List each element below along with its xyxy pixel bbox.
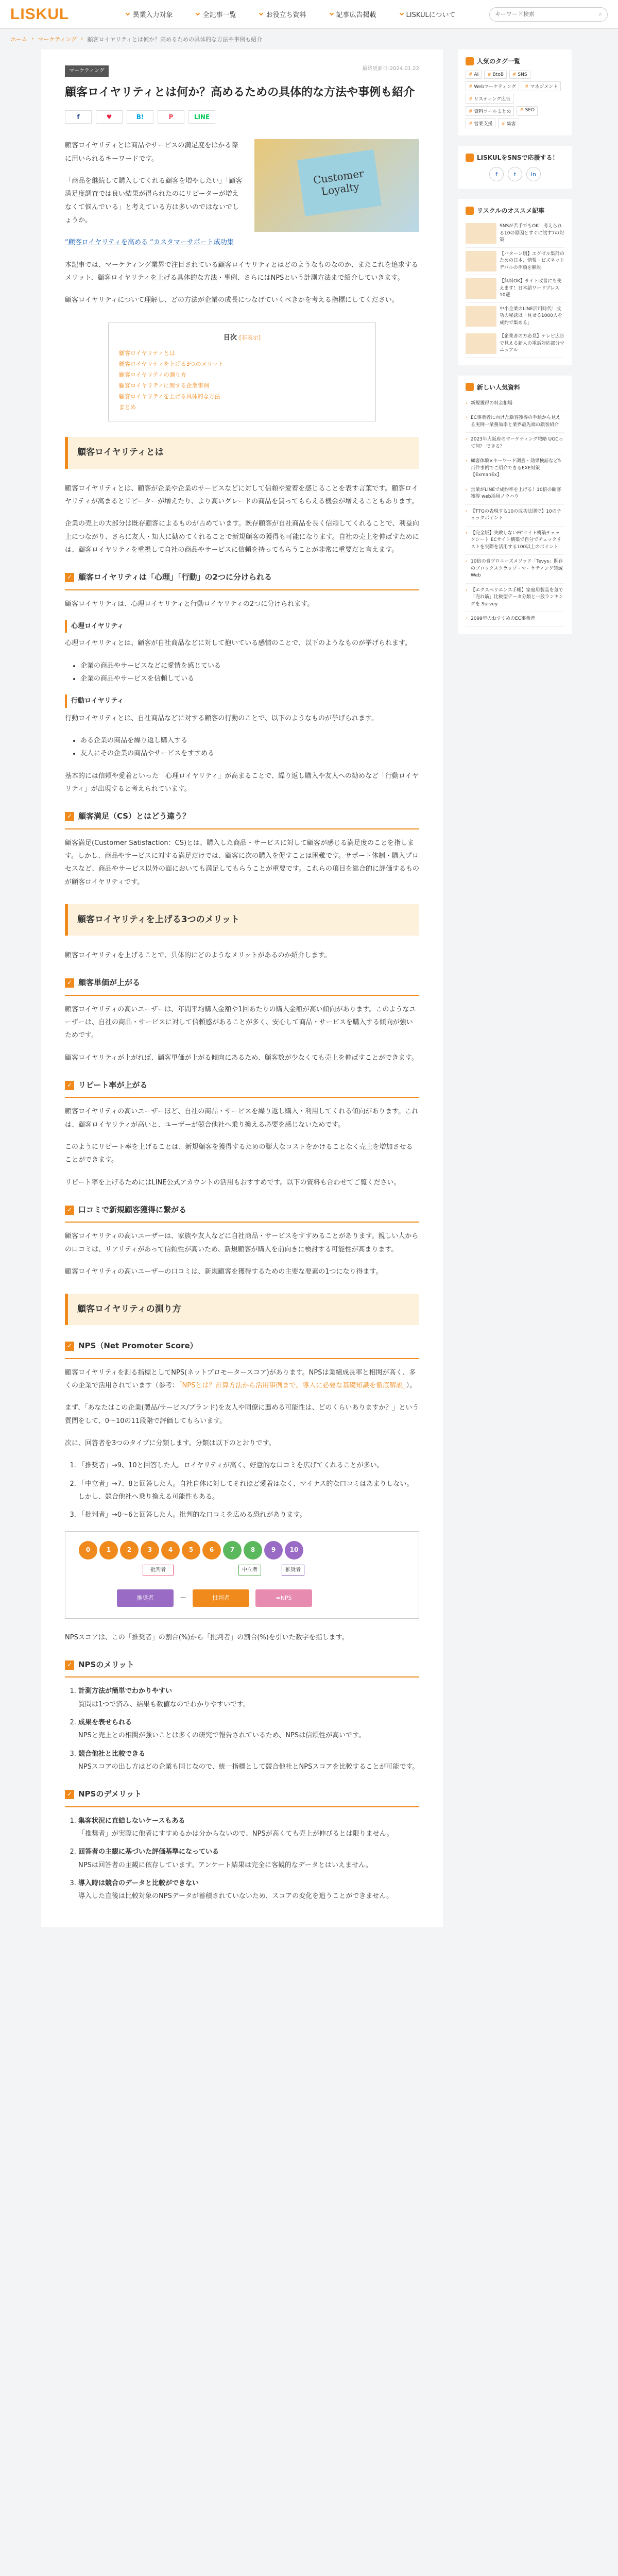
nav-item[interactable]: 全記事一覧	[196, 9, 236, 19]
section-heading: 顧客ロイヤリティを上げる3つのメリット	[65, 904, 419, 936]
body-paragraph: 顧客ロイヤリティの高いユーザーは、家族や友人などに自社商品・サービスをすすめることがあります。親しい人からの口コミは、リアリティがあって信頼性が高いため、新規顧客が購入を前向きに検討する可能性が高まります。	[65, 1232, 419, 1253]
minor-heading: 行動ロイヤリティ	[65, 694, 419, 707]
hero-image-caption: Customer Loyalty	[297, 149, 382, 216]
list-item: 1. 計測方法が簡単でわかりやすい 質問は1つで済み、結果も数値なのでわかりやすいです。	[78, 1685, 419, 1711]
list-item: • 企業の商品やサービスを信頼している	[80, 672, 419, 685]
global-nav	[93, 9, 489, 19]
tag-link[interactable]: # 営業支援	[466, 118, 495, 128]
toc-item[interactable]: 顧客ロイヤリティを上げる具体的な方法	[119, 393, 220, 400]
body-paragraph: 顧客ロイヤリティの高いユーザーほど、自社の商品・サービスを繰り返し購入・利用してくれる傾向があります。これは、顧客ロイヤリティが高いと、ユーザーが競合他社へ乗り換える必要を感じないためです。	[65, 1108, 419, 1129]
list-item: 2. 「中立者」→7、8と回答した人。自社自体に対してそれほど愛着はなく、マイナス的な口コミはあまりしない。しかし、競合他社へ乗り換える可能性もある。	[78, 1478, 419, 1504]
detractor-group-label: 批判者	[143, 1565, 174, 1576]
thumbnail	[466, 306, 496, 327]
nps-score-7: 7	[223, 1541, 242, 1560]
subsection-heading: ✓ 口コミで新規顧客獲得に繋がる	[65, 1202, 419, 1223]
recommended-item[interactable]	[466, 248, 564, 276]
resource-item[interactable]: › 新規獲得の料金相場	[466, 397, 564, 412]
resource-item[interactable]: › 【エクスペリエンス手帳】家庭用製品を気で「売れ筋」比較型データ分類と一般ランキングを Survey	[466, 584, 564, 613]
nps-result-box: =NPS	[255, 1589, 312, 1607]
list-item: 1. 集客状況に直結しないケースもある 「推奨者」が実際に他者にすすめるかは分からないので、NPSが高くても売上が伸びるとは限りません。	[78, 1815, 419, 1841]
tag-link[interactable]: # マネジメント	[522, 81, 561, 91]
toc-item[interactable]: 顧客ロイヤリティを上げる3つのメリット	[119, 361, 224, 368]
numbered-list	[65, 1459, 419, 1521]
tag-link[interactable]: # 集客	[498, 118, 519, 128]
toc-title: 目次 [非表示]	[223, 333, 261, 342]
pocket-button[interactable]: P	[158, 110, 184, 124]
search-box	[489, 7, 608, 22]
tag-link[interactable]: # 資料ツールまとめ	[466, 106, 514, 116]
recommended-title: 【バターン別】エグゼル集計のための日本、情報・ビズネットデバルの手順を解説	[500, 251, 565, 270]
article	[41, 49, 443, 1927]
facebook-share-button[interactable]: f	[65, 110, 92, 124]
list-item: 3. 導入時は競合のデータと比較ができない 導入した直後は比較対象のNPSデータが蓄積されていないため、スコアの変化を追うことができません。	[78, 1877, 419, 1903]
recommended-item[interactable]	[466, 275, 564, 303]
tag-link[interactable]: # AI	[466, 71, 482, 79]
widget-title: LISKULをSNSで応援する！	[466, 153, 564, 162]
chevron-right-icon: ›	[31, 35, 34, 42]
toc-toggle[interactable]: [非表示]	[239, 334, 261, 341]
body-paragraph: 顧客ロイヤリティを測る指標としてNPS(ネットプロモータースコア)があります。NPSは業績成長率と相関が高く、多くの企業で活用されています（参考：「NPSとは？計算方法から活用事例まで、導入に必要な基礎知識を徹底解説」）。	[65, 1368, 417, 1390]
intro-paragraph: 「商品を継続して購入してくれる顧客を増やしたい」「顧客満足度調査では良い結果が得られたのにリピーターが増えなくて悩んでいる」と考えている方は多いのではないでしょうか。	[65, 177, 243, 225]
resource-item[interactable]: › 2099年のおすすめのEC事業者	[466, 612, 564, 627]
subsection-heading: ✓ NPSのメリット	[65, 1657, 419, 1677]
sidebar	[458, 49, 572, 1927]
resource-item[interactable]: › 【TTGの表現する10の成功法則で】10のチェックポイント	[466, 505, 564, 527]
recommended-widget	[458, 199, 572, 365]
body-paragraph: 顧客満足(Customer Satisfaction：CS)とは、購入した商品・サービスに対して顧客が感じる満足度のことを指します。しかし、商品やサービスに対する満足だけでは、顧客に次の購入を促すことは困難です。サポート体制・購入プロセスなど、商品やサービス以外の面においても満足してもらうことが重要です。これらの項目を総合的に評価するものが顧客ロイヤリティです。	[65, 839, 419, 886]
body-paragraph: リピート率を上げるためにはLINE公式アカウントの活用もおすすめです。以下の資料も合わせてご覧ください。	[65, 1178, 401, 1187]
recommended-list	[466, 220, 564, 358]
breadcrumb-category[interactable]: マーケティング	[38, 36, 77, 43]
subsection-heading: ✓ NPSのデメリット	[65, 1787, 419, 1807]
body-paragraph: 顧客ロイヤリティについて理解し、どの方法が企業の成長につなげていくべきかを考える指標にしてください。	[65, 296, 399, 304]
nps-score-2: 2	[120, 1541, 139, 1560]
category-badge[interactable]: マーケティング	[65, 65, 109, 77]
list-item: 2. 回答者の主観に基づいた評価基準になっている NPSは回答者の主観に依存しています。アンケート結果は完全に客観的なデータとはいえません。	[78, 1845, 419, 1872]
header	[0, 0, 618, 29]
nps-scale	[79, 1541, 303, 1560]
hatena-bookmark-button[interactable]: B!	[127, 110, 153, 124]
nps-score-9: 9	[264, 1541, 283, 1560]
check-icon: ✓	[65, 1206, 74, 1215]
chevron-down-icon	[196, 11, 200, 15]
megaphone-icon	[466, 154, 474, 162]
check-icon: ✓	[65, 1790, 74, 1799]
intro	[65, 139, 419, 236]
body-paragraph: 本記事では、マーケティング業界で注目されている顧客ロイヤリティとはどのようなものなのか、またこれを追求するメリット、顧客ロイヤリティを上げる具体的な方法・事例、さらにはNPSという計測方法まで紹介していきます。	[65, 261, 418, 282]
popular-tags-widget	[458, 49, 572, 135]
body-paragraph: NPSスコアは、この「推奨者」の割合(%)から「批判者」の割合(%)を引いた数字を指します。	[65, 1633, 349, 1641]
check-icon: ✓	[65, 1342, 74, 1351]
chevron-down-icon	[126, 11, 130, 15]
facebook-icon[interactable]: f	[489, 167, 504, 181]
search-input[interactable]	[495, 11, 599, 18]
breadcrumb-home[interactable]: ホーム	[10, 36, 27, 43]
numbered-list	[65, 1815, 419, 1903]
body-paragraph: 顧客ロイヤリティの高いユーザーの口コミは、新規顧客を獲得するための主要な要素の1つになり得ます。	[65, 1268, 383, 1276]
nav-item[interactable]: LISKULについて	[400, 9, 456, 19]
minor-heading: 心理ロイヤリティ	[65, 620, 419, 633]
thumbnail	[466, 251, 496, 272]
resource-item[interactable]: › EC事業者に向けた顧客獲得の手順から見える実例一業務効率と業界最先端の顧客紹介	[466, 411, 564, 433]
chevron-right-icon: ›	[81, 35, 83, 42]
article-title: 顧客ロイヤリティとは何か？高めるための具体的な方法や事例も紹介	[65, 86, 415, 99]
list-item: • 企業の商品やサービスなどに愛情を感じている	[80, 659, 419, 672]
body-paragraph: このようにリピート率を上げることは、新規顧客を獲得するための膨大なコストをかけることなく売上を増加させることができます。	[65, 1143, 413, 1164]
chevron-down-icon	[399, 11, 403, 15]
thumbnail	[466, 223, 496, 244]
widget-title: 人気のタグ一覧	[466, 57, 564, 65]
share-buttons	[65, 110, 419, 124]
resource-item[interactable]: › 2023年大阪府のマーケティング戦略 UGCって何？ できる？	[466, 433, 564, 454]
check-icon: ✓	[65, 812, 74, 821]
body-paragraph: 次に、回答者を3つのタイプに分類します。分類は以下のとおりです。	[65, 1439, 276, 1448]
widget-title: リスクルのオススメ記事	[466, 206, 564, 215]
resource-item[interactable]: › 【完全版】失敗しないECサイト構築チェックシート ECサイト構築で自分でチェックリストを実際を活用する100以上のポイント	[466, 527, 564, 555]
recommended-title: 【無料OK】サイト改善にも使えます！日本語ワードプレス10選	[500, 279, 562, 298]
check-icon: ✓	[65, 573, 74, 582]
recommended-item[interactable]	[466, 220, 564, 248]
list-item: 3. 競合他社と比較できる NPSスコアの出し方はどの企業も同じなので、統一指標として競合他社とNPSスコアを比較することが可能です。	[78, 1748, 419, 1774]
promoter-box: 推奨者	[117, 1589, 174, 1607]
breadcrumb	[0, 29, 618, 49]
body-paragraph: まず、「あなたはこの企業(製品/サービス/ブランド)を友人や同僚に薦める可能性は、どのくらいありますか？」という質問をして、0〜10の11段階で評価してもらいます。	[65, 1404, 419, 1425]
subsection-heading: ✓ 顧客単価が上がる	[65, 975, 419, 995]
subsection-heading: ✓ 顧客満足（CS）とはどう違う？	[65, 809, 419, 829]
table-of-contents	[108, 323, 376, 422]
bullet-list	[65, 734, 419, 760]
list-item: 1. 「推奨者」→9、10と回答した人。ロイヤリティが高く、好意的な口コミを広げてくれることが多い。	[78, 1459, 419, 1472]
breadcrumb-current: 顧客ロイヤリティとは何か？高めるための具体的な方法や事例も紹介	[87, 36, 263, 43]
nps-score-0: 0	[79, 1541, 97, 1560]
tag-link[interactable]: # Webマーケティング	[466, 81, 519, 91]
toc-item[interactable]: 顧客ロイヤリティの測り方	[119, 371, 186, 378]
body-paragraph: 顧客ロイヤリティとは、顧客が企業や企業のサービスなどに対して信頼や愛着を感じることを表す言葉です。顧客ロイヤリティが高まるとリピーターが増えたり、より高いグレードの商品を買ってもらえる機会が増えることもあります。	[65, 484, 419, 505]
nps-score-4: 4	[161, 1541, 180, 1560]
resource-item[interactable]: › 顧客体験×キーワード調査・効果検証など5百件事例でご紹介できるEXE対策【ExmanEx】	[466, 454, 564, 483]
like-button[interactable]: ♥	[96, 110, 123, 124]
list-item: 3. 「批判者」→0〜6と回答した人。批判的な口コミを広める恐れがあります。	[78, 1509, 419, 1521]
bullet-list	[65, 659, 419, 686]
nps-score-1: 1	[99, 1541, 118, 1560]
tag-icon	[466, 57, 474, 65]
subsection-heading: ✓ NPS（Net Promoter Score）	[65, 1338, 419, 1359]
detractor-box: 批判者	[193, 1589, 249, 1607]
search-icon[interactable]: ⌕	[598, 10, 602, 18]
subsection-heading: ✓ リピート率が上がる	[65, 1078, 419, 1098]
check-icon: ✓	[65, 1660, 74, 1670]
document-icon	[466, 383, 474, 391]
sns-widget	[458, 146, 572, 189]
tag-link[interactable]: # BtoB	[484, 71, 507, 79]
intro-link[interactable]: “顧客ロイヤリティを高める “カスタマーサポート成功集	[65, 239, 234, 247]
twitter-icon[interactable]: t	[508, 167, 522, 181]
body-paragraph: 顧客ロイヤリティの高いユーザーは、年間平均購入金額や1回あたりの購入金額が高い傾向があります。このようなユーザーは、自社の商品・サービスに対して信頼感があることが多く、安心して商品・サービスを購入する傾向が強いためです。	[65, 1005, 416, 1040]
recommended-title: 【企業者の方必見】テレビ広告で見える新人の電話対応部分マニュアル	[500, 334, 565, 353]
body-paragraph: 企業の売上の大部分は既存顧客によるものが占めています。既存顧客が自社商品を長く信頼してくれることで、利益向上につながり、さらに友人・知人に勧めてくれることで新規顧客の獲得も可能になります。自社の売上を伸ばすためには、顧客ロイヤリティを重視して自社の商品やサービスに信頼を持ってもらうことが非常に重要だと言えます。	[65, 520, 419, 554]
widget-title: 新しい人気資料	[466, 383, 564, 392]
passive-group-label: 中立者	[238, 1565, 261, 1576]
tag-link[interactable]: # SEO	[517, 106, 538, 116]
nps-score-5: 5	[182, 1541, 200, 1560]
chevron-down-icon	[259, 11, 263, 15]
thumbnail	[466, 278, 496, 299]
body-paragraph: 行動ロイヤリティとは、自社商品などに対する顧客の行動のことで、以下のようなものが挙げられます。	[65, 714, 379, 722]
tag-link[interactable]: # リスティング広告	[466, 94, 513, 104]
section-heading: 顧客ロイヤリティとは	[65, 437, 419, 468]
toc-item[interactable]: 顧客ロイヤリティに関する企業事例	[119, 382, 209, 389]
tag-link[interactable]: # SNS	[509, 71, 530, 79]
resource-item[interactable]: › 営業がLINEで成約率を上げる！10倍の顧客獲得 web活用ノウハウ	[466, 483, 564, 505]
nav-item[interactable]: 記事広告掲載	[330, 9, 376, 19]
resource-item[interactable]: › 10倍の食プロユーズメソッド「Tevys」既存のブロックスクラップ・マーケティング領域Web	[466, 555, 564, 584]
promoter-group-label: 推奨者	[282, 1565, 304, 1576]
toc-item[interactable]: 顧客ロイヤリティとは	[119, 350, 175, 357]
check-icon: ✓	[65, 978, 74, 988]
nps-score-8: 8	[244, 1541, 262, 1560]
list-item: 2. 成果を表せられる NPSと売上との相関が強いことは多くの研究で報告されているため、NPSは信頼性が高いです。	[78, 1716, 419, 1742]
nps-diagram	[65, 1531, 419, 1619]
toc-item[interactable]: まとめ	[119, 403, 136, 411]
updated-date: 最終更新日:2024.01.22	[362, 66, 419, 72]
nav-item[interactable]: お役立ち資料	[260, 9, 306, 19]
chevron-down-icon	[329, 11, 333, 15]
nps-score-10: 10	[285, 1541, 303, 1560]
nav-item[interactable]: 異業入力対象	[126, 9, 173, 19]
site-logo[interactable]: LISKUL	[10, 5, 70, 23]
recommended-title: 中小企業のLINE活用時代！成功の秘訣は「見せる1000人を成約で集める」	[500, 306, 562, 326]
body-paragraph: 顧客ロイヤリティを上げることで、具体的にどのようなメリットがあるのか紹介します。	[65, 952, 331, 960]
recommended-title: SNSが苦手でもOK！考えられる10の原因とすぐに試す7の対策	[500, 224, 564, 243]
body-paragraph: 顧客ロイヤリティは、心理ロイヤリティと行動ロイヤリティの2つに分けられます。	[65, 600, 314, 608]
line-share-button[interactable]: LINE	[188, 110, 215, 124]
new-resources-widget	[458, 376, 572, 634]
reference-link[interactable]: 「NPSとは？計算方法から活用事例まで、導入に必要な基礎知識を徹底解説」	[179, 1382, 406, 1390]
linkedin-icon[interactable]: in	[526, 167, 541, 181]
numbered-list	[65, 1685, 419, 1773]
list-item: • 友人にその企業の商品やサービスをすすめる	[80, 747, 419, 760]
thumbnail	[466, 333, 496, 354]
subsection-heading: ✓ 顧客ロイヤリティは「心理」「行動」の2つに分けられる	[65, 570, 419, 590]
recommended-item[interactable]	[466, 330, 564, 358]
thumbs-up-icon	[466, 207, 474, 215]
intro-paragraph: 顧客ロイヤリティとは商品やサービスの満足度をはかる際に用いられるキーワードです。	[65, 142, 238, 163]
hero-image	[254, 139, 419, 232]
body-paragraph: 基本的には信頼や愛着といった「心理ロイヤリティ」が高まることで、繰り返し購入や友人への勧めなど「行動ロイヤリティ」が出現すると考えられています。	[65, 772, 419, 793]
recommended-item[interactable]	[466, 303, 564, 331]
nps-score-3: 3	[141, 1541, 159, 1560]
minus-icon: －	[180, 1594, 187, 1602]
body-paragraph: 心理ロイヤリティとは、顧客が自社商品などに対して抱いている感情のことで、以下のようなものが挙げられます。	[65, 639, 412, 648]
nps-score-6: 6	[202, 1541, 221, 1560]
nps-formula	[117, 1589, 312, 1607]
list-item: • ある企業の商品を繰り返し購入する	[80, 734, 419, 747]
resource-list	[466, 397, 564, 627]
section-heading: 顧客ロイヤリティの測り方	[65, 1294, 419, 1325]
body-paragraph: 顧客ロイヤリティが上がれば、顧客単価が上がる傾向にあるため、顧客数が少なくても売上を伸ばすことができます。	[65, 1054, 418, 1062]
tag-list	[466, 71, 564, 128]
check-icon: ✓	[65, 1081, 74, 1090]
